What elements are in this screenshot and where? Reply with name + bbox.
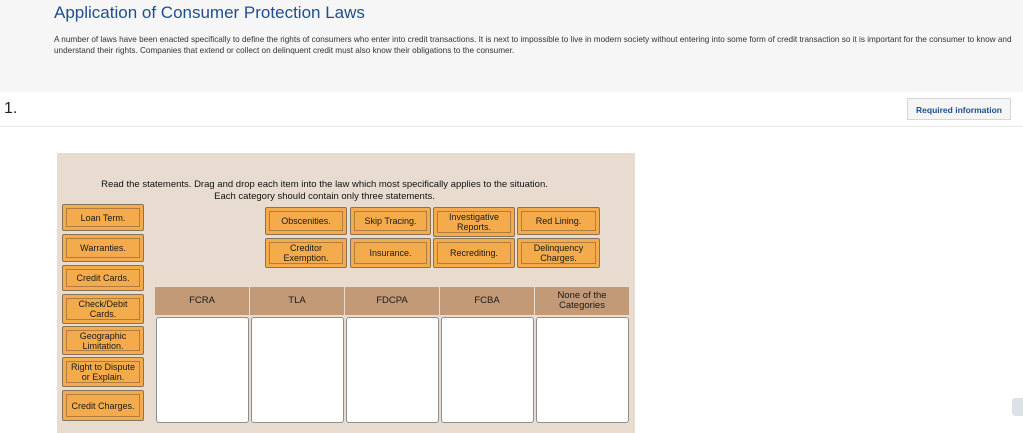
draggable-card[interactable] bbox=[265, 207, 347, 235]
card-label: Credit Charges. bbox=[66, 394, 140, 417]
card-label: Check/Debit Cards. bbox=[66, 298, 140, 320]
drop-zone-none[interactable] bbox=[536, 317, 629, 423]
draggable-card[interactable] bbox=[62, 326, 144, 355]
card-label: Investigative Reports. bbox=[437, 211, 511, 233]
side-tab[interactable] bbox=[1012, 398, 1023, 416]
required-information-button[interactable]: Required information bbox=[907, 98, 1011, 120]
category-header-fcra: FCRA bbox=[155, 287, 249, 315]
instructions: Read the statements. Drag and drop each item into the law which most specifically applies to the situation. Each category should contain only three statements. bbox=[101, 179, 548, 202]
card-label: Right to Dispute or Explain. bbox=[66, 361, 140, 383]
draggable-card[interactable] bbox=[62, 390, 144, 421]
category-header-fdcpa: FDCPA bbox=[345, 287, 439, 315]
draggable-card[interactable] bbox=[350, 238, 431, 268]
card-label: Red Lining. bbox=[521, 211, 596, 231]
card-label: Skip Tracing. bbox=[354, 211, 427, 231]
card-label: Creditor Exemption. bbox=[269, 242, 343, 264]
draggable-card[interactable] bbox=[62, 204, 144, 231]
draggable-card[interactable] bbox=[517, 207, 600, 235]
category-header-tla: TLA bbox=[250, 287, 344, 315]
card-label: Insurance. bbox=[354, 242, 427, 264]
card-label: Geographic Limitation. bbox=[66, 330, 140, 351]
draggable-card[interactable] bbox=[62, 294, 144, 324]
question-number: 1. bbox=[4, 100, 18, 117]
card-label: Delinquency Charges. bbox=[521, 242, 596, 264]
card-label: Loan Term. bbox=[66, 208, 140, 227]
draggable-card[interactable] bbox=[62, 357, 144, 387]
drop-zone-fcba[interactable] bbox=[441, 317, 534, 423]
card-label: Recrediting. bbox=[437, 242, 511, 264]
card-label: Warranties. bbox=[66, 238, 140, 258]
drop-zone-tla[interactable] bbox=[251, 317, 344, 423]
drop-zone-fdcpa[interactable] bbox=[346, 317, 439, 423]
page-title: Application of Consumer Protection Laws bbox=[54, 3, 365, 22]
draggable-card[interactable] bbox=[517, 238, 600, 268]
draggable-card[interactable] bbox=[62, 234, 144, 262]
draggable-card[interactable] bbox=[350, 207, 431, 235]
category-header-none: None of the Categories bbox=[535, 287, 629, 315]
draggable-card[interactable] bbox=[433, 207, 515, 237]
draggable-card[interactable] bbox=[265, 238, 347, 268]
draggable-card[interactable] bbox=[433, 238, 515, 268]
drop-zone-fcra[interactable] bbox=[156, 317, 249, 423]
question-row bbox=[0, 92, 1023, 127]
drag-drop-panel bbox=[57, 153, 635, 433]
intro-text: A number of laws have been enacted specifically to define the rights of consumers who enter into credit transactions. It is next to impossible to live in modern society without entering into some form of credit transaction so it is important for the consumer to know and understand their rights. Companies that extend or collect on delinquent credit must also know their obligations to the consumer. bbox=[54, 35, 1012, 55]
card-label: Obscenities. bbox=[269, 211, 343, 231]
draggable-card[interactable] bbox=[62, 265, 144, 291]
category-header-fcba: FCBA bbox=[440, 287, 534, 315]
card-label: Credit Cards. bbox=[66, 269, 140, 287]
